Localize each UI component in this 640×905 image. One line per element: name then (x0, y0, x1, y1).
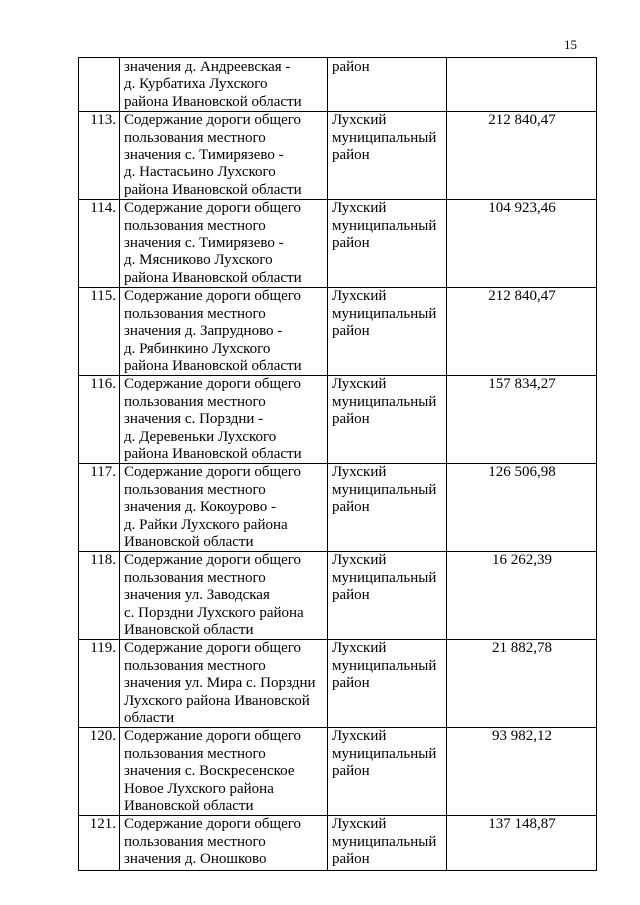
table-body (79, 58, 597, 871)
row-number: 120. (79, 728, 120, 816)
district-line: Лухский (332, 288, 387, 305)
road-name-line: Содержание дороги общего (124, 640, 302, 657)
road-name-line: района Ивановской области (124, 445, 302, 462)
road-name-line: д. Рябинкино Лухского (124, 340, 271, 357)
table-row (79, 552, 597, 640)
road-name-line: пользования местного (124, 217, 266, 234)
district-line: район (332, 147, 370, 164)
amount-value: 21 882,78 (447, 640, 597, 728)
amount-value: 16 262,39 (447, 552, 597, 640)
road-name-line: значения ул. Мира с. Порздни (124, 675, 316, 692)
district-line: муниципальный (332, 657, 437, 674)
row-number: 115. (79, 288, 120, 376)
district-line: муниципальный (332, 393, 437, 410)
district-cell (328, 640, 447, 728)
district-line: муниципальный (332, 569, 437, 586)
district-line: муниципальный (332, 217, 437, 234)
district-line: район (332, 323, 370, 340)
district-line: район (332, 499, 370, 516)
district-line: район (332, 235, 370, 252)
road-name-line: Содержание дороги общего (124, 112, 302, 129)
road-name-line: с. Порздни Лухского района (124, 604, 304, 621)
amount-value: 104 923,46 (447, 200, 597, 288)
district-line: муниципальный (332, 833, 437, 850)
row-number: 121. (79, 816, 120, 870)
road-name-line: пользования местного (124, 481, 266, 498)
row-number: 114. (79, 200, 120, 288)
road-name-line: района Ивановской области (124, 357, 302, 374)
road-name-line: области (124, 710, 175, 727)
district-line: район (332, 411, 370, 428)
amount-value: 212 840,47 (447, 112, 597, 200)
district-cell (328, 376, 447, 464)
road-name-line: значения д. Запрудново - (124, 323, 283, 340)
district-line: Лухский (332, 464, 387, 481)
road-name-line: пользования местного (124, 833, 266, 850)
road-name-cell (120, 816, 328, 870)
row-number-cell (79, 58, 120, 112)
district-line: Лухский (332, 200, 387, 217)
row-number: 118. (79, 552, 120, 640)
table-row (79, 728, 597, 816)
road-name-line: района Ивановской области (124, 93, 302, 110)
district-line: район (332, 851, 370, 868)
district-line: Лухский (332, 640, 387, 657)
row-number: 116. (79, 376, 120, 464)
amount-cell (447, 58, 597, 112)
amount-value: 137 148,87 (447, 816, 597, 870)
road-name-line: д. Райки Лухского района (124, 516, 288, 533)
district-cell (328, 200, 447, 288)
road-name-line: значения д. Оношково (124, 851, 267, 868)
district-line: Лухский (332, 552, 387, 569)
district-line: Лухский (332, 728, 387, 745)
district-line: муниципальный (332, 305, 437, 322)
road-name-line: пользования местного (124, 745, 266, 762)
district-cell (328, 288, 447, 376)
row-number: 113. (79, 112, 120, 200)
road-name-line: Ивановской области (124, 622, 254, 638)
road-name-line: Содержание дороги общего (124, 288, 302, 305)
table-row (79, 464, 597, 552)
road-name-cell (120, 112, 328, 200)
row-number: 119. (79, 640, 120, 728)
road-name-cell (120, 288, 328, 376)
road-name-line: значения с. Воскресенское (124, 763, 295, 780)
district-line: район (332, 59, 370, 75)
road-name-line: значения д. Андреевская - (124, 59, 291, 75)
table-row (79, 640, 597, 728)
amount-value: 212 840,47 (447, 288, 597, 376)
road-name-line: Новое Лухского района (124, 780, 274, 797)
road-name-line: Ивановской области (124, 533, 254, 550)
table-row (79, 816, 597, 870)
road-name-cell (120, 728, 328, 816)
road-name-line: значения д. Кокоурово - (124, 499, 276, 516)
road-name-line: значения ул. Заводская (124, 587, 270, 604)
road-name-line: пользования местного (124, 393, 266, 410)
district-cell (328, 464, 447, 552)
road-name-line: района Ивановской области (124, 269, 302, 286)
road-name-cell (120, 640, 328, 728)
table-row (79, 288, 597, 376)
district-line: Лухский (332, 816, 387, 833)
road-name-cell (120, 552, 328, 640)
road-name-cell (120, 58, 328, 112)
road-name-line: района Ивановской области (124, 181, 302, 198)
road-name-line: Содержание дороги общего (124, 376, 302, 393)
table-row (79, 112, 597, 200)
table-row (79, 200, 597, 288)
district-line: район (332, 763, 370, 780)
road-name-line: д. Деревеньки Лухского (124, 428, 277, 445)
road-name-line: Содержание дороги общего (124, 728, 302, 745)
road-name-line: значения с. Тимирязево - (124, 147, 284, 164)
road-name-line: Содержание дороги общего (124, 816, 302, 833)
road-name-line: Ивановской области (124, 798, 254, 815)
row-number: 117. (79, 464, 120, 552)
road-name-line: значения с. Тимирязево - (124, 235, 284, 252)
road-name-cell (120, 464, 328, 552)
table-row (79, 376, 597, 464)
amount-value: 126 506,98 (447, 464, 597, 552)
district-line: муниципальный (332, 129, 437, 146)
road-name-line: значения с. Порздни - (124, 411, 264, 428)
road-name-line: пользования местного (124, 129, 266, 146)
road-name-line: пользования местного (124, 657, 266, 674)
amount-value: 93 982,12 (447, 728, 597, 816)
road-maintenance-table (78, 57, 597, 871)
district-line: район (332, 675, 370, 692)
road-name-cell (120, 376, 328, 464)
road-name-line: д. Мясниково Лухского (124, 252, 273, 269)
road-name-line: Содержание дороги общего (124, 464, 302, 481)
road-name-line: Содержание дороги общего (124, 552, 302, 569)
district-line: район (332, 587, 370, 604)
district-cell (328, 58, 447, 112)
road-name-line: Лухского района Ивановской (124, 692, 310, 709)
road-name-line: Содержание дороги общего (124, 200, 302, 217)
road-name-line: пользования местного (124, 305, 266, 322)
district-line: Лухский (332, 112, 387, 129)
road-name-line: д. Курбатиха Лухского (124, 76, 268, 93)
district-line: Лухский (332, 376, 387, 393)
district-cell (328, 112, 447, 200)
district-cell (328, 552, 447, 640)
district-line: муниципальный (332, 481, 437, 498)
district-line: муниципальный (332, 745, 437, 762)
amount-value: 157 834,27 (447, 376, 597, 464)
page-number: 15 (564, 37, 577, 52)
road-name-line: пользования местного (124, 569, 266, 586)
district-cell (328, 728, 447, 816)
road-name-line: д. Настасьино Лухского (124, 164, 276, 181)
district-cell (328, 816, 447, 870)
table-row-continuation (79, 58, 597, 112)
road-name-cell (120, 200, 328, 288)
